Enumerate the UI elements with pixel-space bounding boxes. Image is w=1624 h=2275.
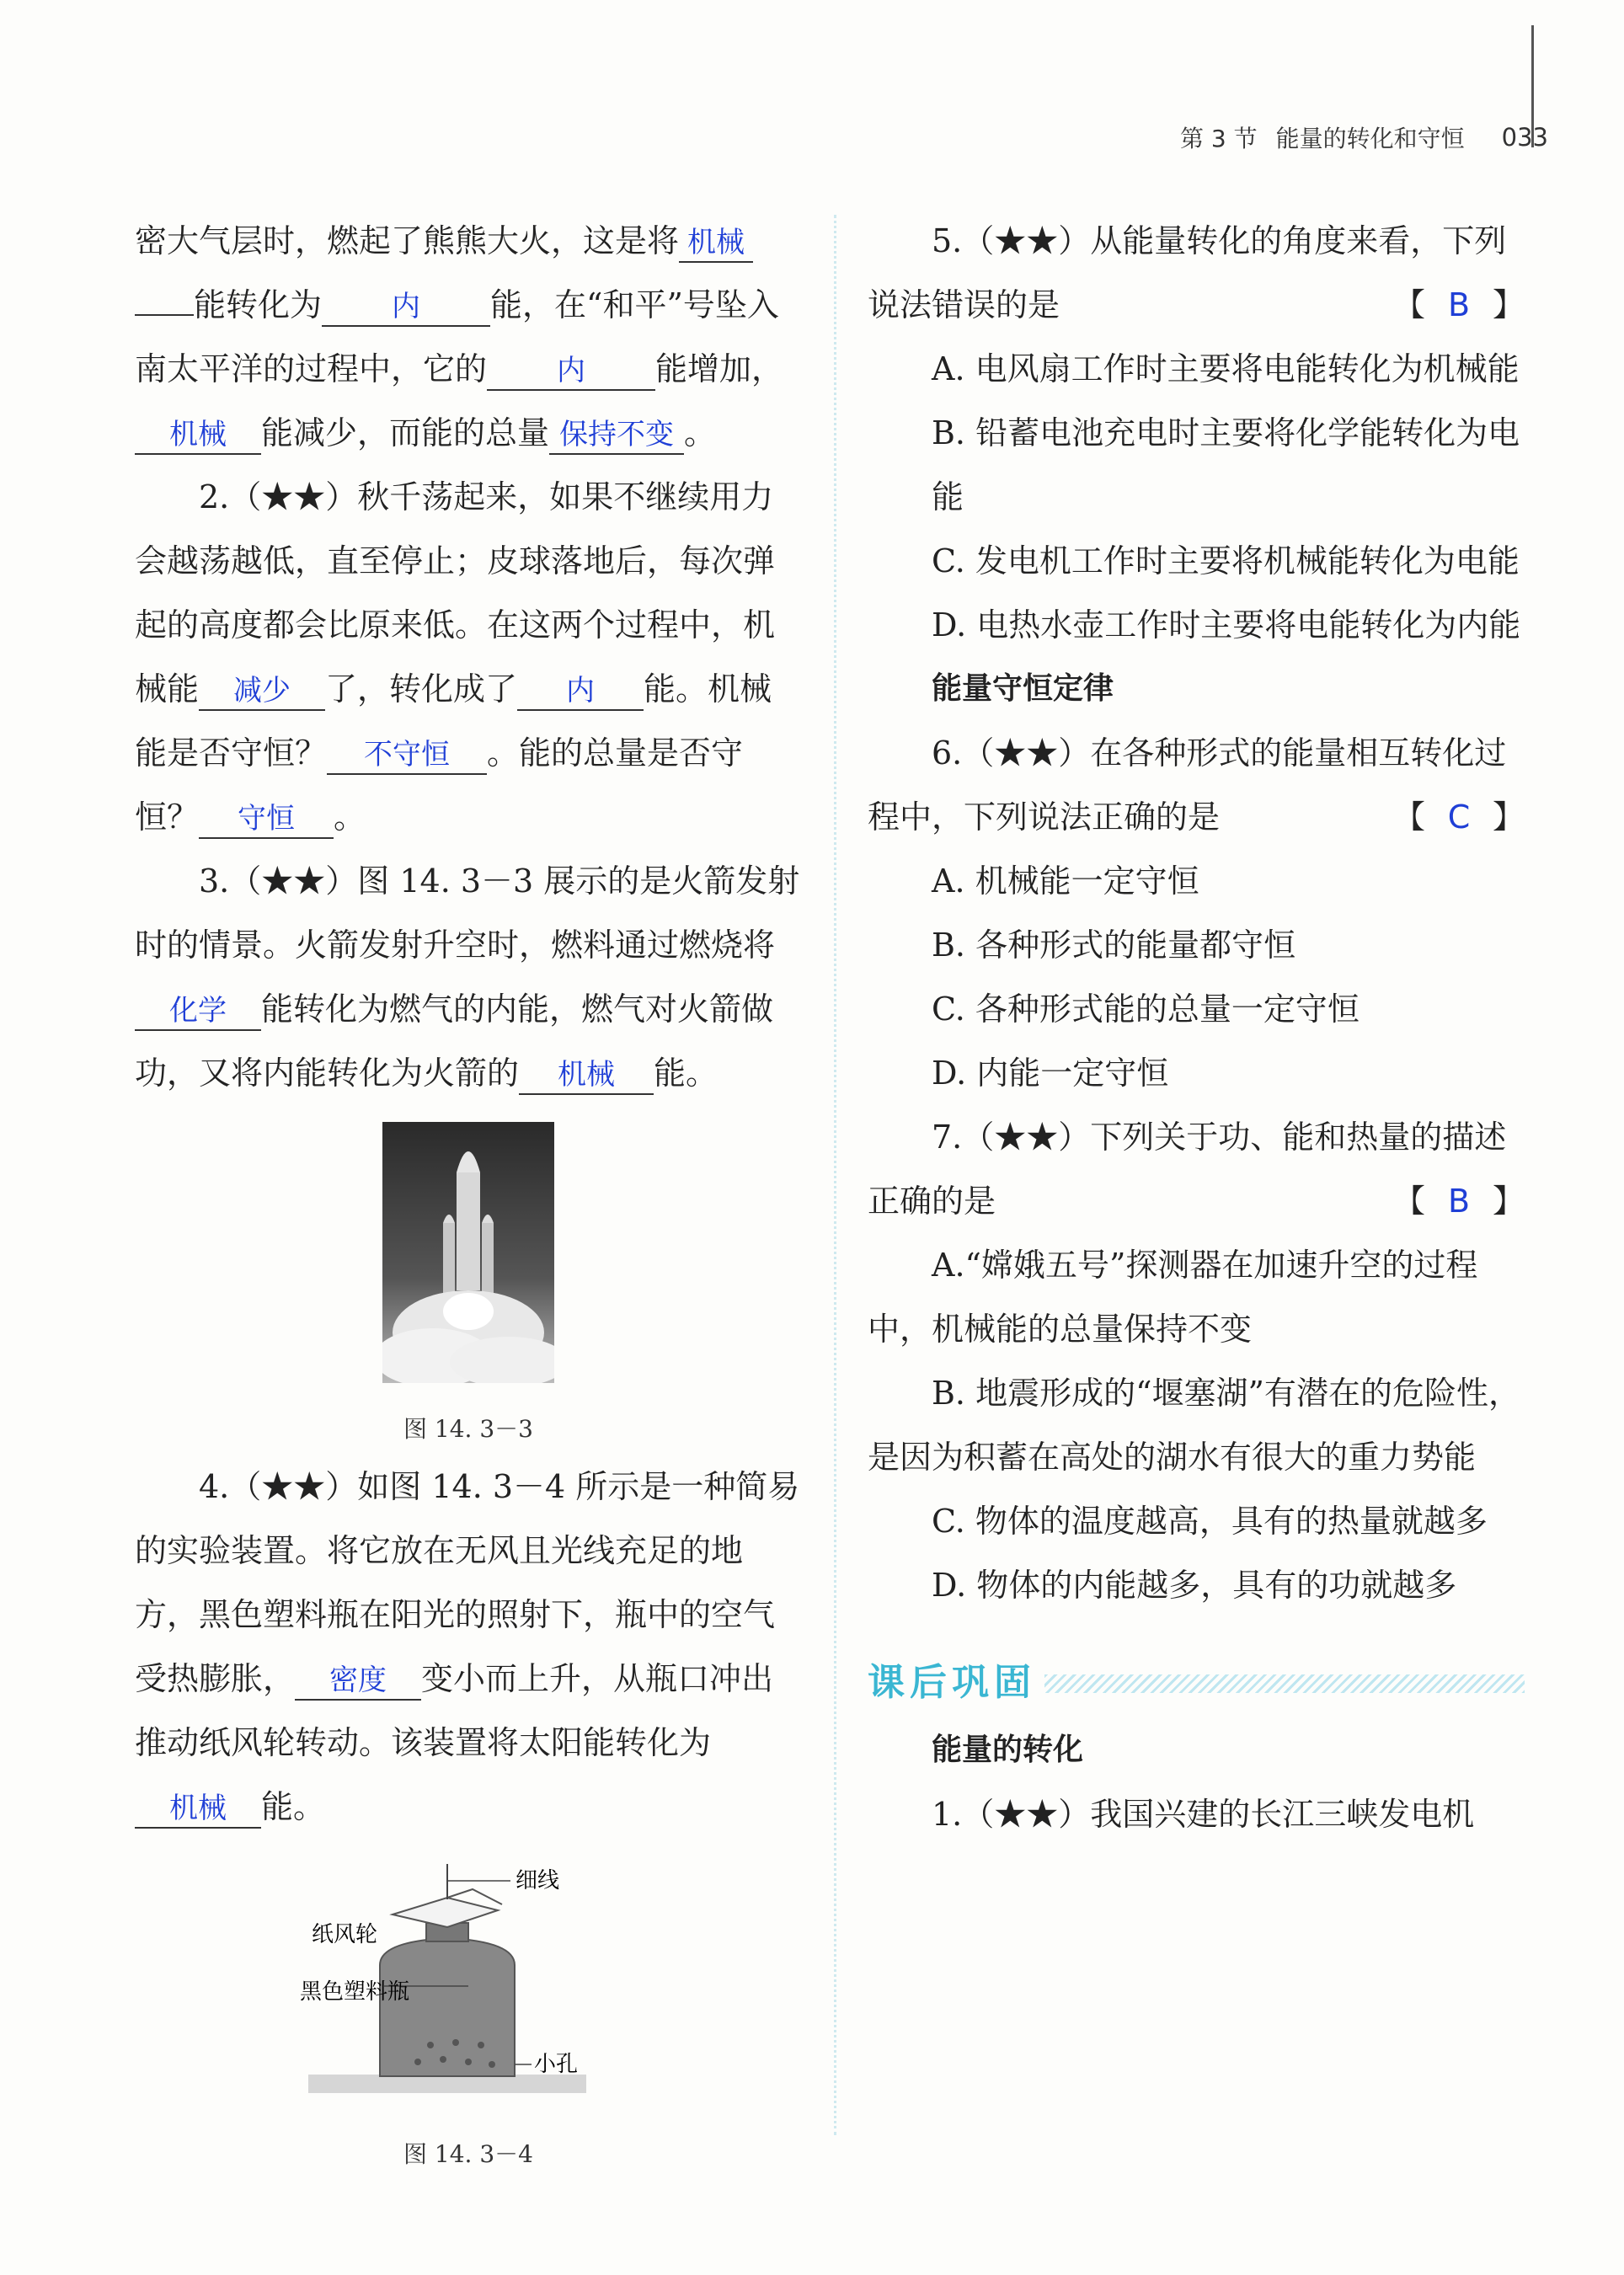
section-banner	[868, 1642, 1525, 1718]
answer-blank: 机械	[519, 1056, 654, 1095]
answer-bracket: 【 B 】	[1393, 1169, 1525, 1233]
section-title: 能量的转化和守恒	[1275, 125, 1465, 152]
option-d: D. 内能一定守恒	[932, 1055, 1169, 1092]
rocket-launch-photo	[382, 1122, 554, 1383]
answer-choice: B	[1447, 1183, 1471, 1220]
question-4: 4.（★★）如图 14. 3－4 所示是一种简易的实验装置。将它放在无风且光线充足的地方，黑色塑料瓶在阳光的照射下，瓶中的空气受热膨胀， 密度 变小而上升，从瓶口冲出推动纸风轮转动。该装置将太阳能转化为机械 能。	[135, 1455, 802, 1839]
answer-blank: 机械	[135, 416, 261, 455]
answer-blank: 内	[322, 288, 490, 327]
option-b: B. 各种形式的能量都守恒	[932, 927, 1296, 964]
left-column	[135, 209, 802, 2180]
option-c: C. 各种形式能的总量一定守恒	[932, 991, 1360, 1028]
option-c: C. 发电机工作时主要将机械能转化为电能	[932, 542, 1520, 579]
option-a: A. 电风扇工作时主要将电能转化为机械能	[932, 350, 1520, 387]
answer-blank: 减少	[199, 672, 325, 711]
subsection-heading: 能量守恒定律	[932, 671, 1114, 706]
answer-blank: 机械	[135, 1790, 261, 1829]
answer-blank: 守恒	[199, 800, 334, 839]
column-divider	[834, 215, 836, 2135]
page-number: 033	[1501, 123, 1548, 152]
answer-blank: 化学	[135, 992, 261, 1031]
question-5-stem: 5.（★★）从能量转化的角度来看，下列	[932, 222, 1507, 259]
banner-hatch	[1044, 1674, 1525, 1693]
question-2: 2.（★★）秋千荡起来，如果不继续用力会越荡越低，直至停止；皮球落地后，每次弹起的高度都会比原来低。在这两个过程中，机械能 减少 了，转化成了 内 能。机械能是否守恒？ 不守恒 。能的总量是否守恒？ 守恒 。	[135, 465, 802, 849]
option-b: B. 地震形成的“堰塞湖”有潜在的危险性，是因为积蓄在高处的湖水有很大的重力势能	[868, 1375, 1520, 1476]
running-header	[1180, 116, 1548, 158]
right-column	[868, 209, 1525, 1846]
question-5-answer-line: 说法错误的是 【 B 】	[868, 273, 1525, 337]
answer-blank: 内	[487, 352, 655, 391]
option-a: A. 机械能一定守恒	[932, 862, 1199, 900]
answer-choice: B	[1447, 286, 1471, 323]
figure-caption: 图 14. 3－4	[403, 2140, 533, 2168]
option-d: D. 物体的内能越多，具有的功就越多	[932, 1567, 1457, 1604]
option-c: C. 物体的温度越高，具有的热量就越多	[932, 1503, 1488, 1540]
answer-blank: 机械	[679, 224, 753, 263]
answer-blank: 内	[517, 672, 644, 711]
question-7-stem: 7.（★★）下列关于功、能和热量的描述	[932, 1119, 1507, 1156]
answer-blank: 密度	[295, 1662, 421, 1701]
section-number: 第 3 节	[1180, 125, 1258, 152]
option-a: A.“嫦娥五号”探测器在加速升空的过程中，机械能的总量保持不变	[868, 1247, 1478, 1348]
question-7-answer-line: 正确的是 【 B 】	[868, 1169, 1525, 1233]
label-small-hole: 小孔	[534, 2052, 579, 2077]
label-thread: 细线	[516, 1868, 560, 1893]
solar-bottle-diagram	[300, 1864, 637, 2108]
question-next-stem: 1.（★★）我国兴建的长江三峡发电机	[932, 1796, 1475, 1833]
question-6-answer-line: 程中，下列说法正确的是 【 C 】	[868, 785, 1525, 849]
figure-caption: 图 14. 3－3	[403, 1415, 533, 1443]
question-1-continued: 密大气层时，燃起了熊熊大火，这是将 机械 能转化为 内 能，在“和平”号坠入南太平洋的过程中，它的 内 能增加，机械 能减少，而能的总量 保持不变 。	[135, 209, 802, 465]
label-black-bottle: 黑色塑料瓶	[300, 1979, 410, 2005]
question-6-stem: 6.（★★）在各种形式的能量相互转化过	[932, 734, 1507, 772]
option-d: D. 电热水壶工作时主要将电能转化为内能	[932, 606, 1521, 644]
answer-bracket: 【 B 】	[1393, 273, 1525, 337]
figure-apparatus	[135, 1864, 802, 2180]
answer-blank: 保持不变	[549, 416, 684, 455]
section-banner-title: 课后巩固	[868, 1661, 1036, 1704]
option-b: B. 铅蓄电池充电时主要将化学能转化为电能	[932, 414, 1520, 515]
figure-rocket	[135, 1122, 802, 1455]
subsection-heading: 能量的转化	[932, 1733, 1084, 1767]
answer-choice: C	[1447, 798, 1471, 836]
answer-blank: 不守恒	[327, 736, 487, 775]
question-3: 3.（★★）图 14. 3－3 展示的是火箭发射时的情景。火箭发射升空时，燃料通过燃烧将化学 能转化为燃气的内能，燃气对火箭做功，又将内能转化为火箭的 机械 能。	[135, 849, 802, 1105]
answer-bracket: 【 C 】	[1393, 785, 1525, 849]
label-paper-wheel: 纸风轮	[312, 1922, 378, 1947]
